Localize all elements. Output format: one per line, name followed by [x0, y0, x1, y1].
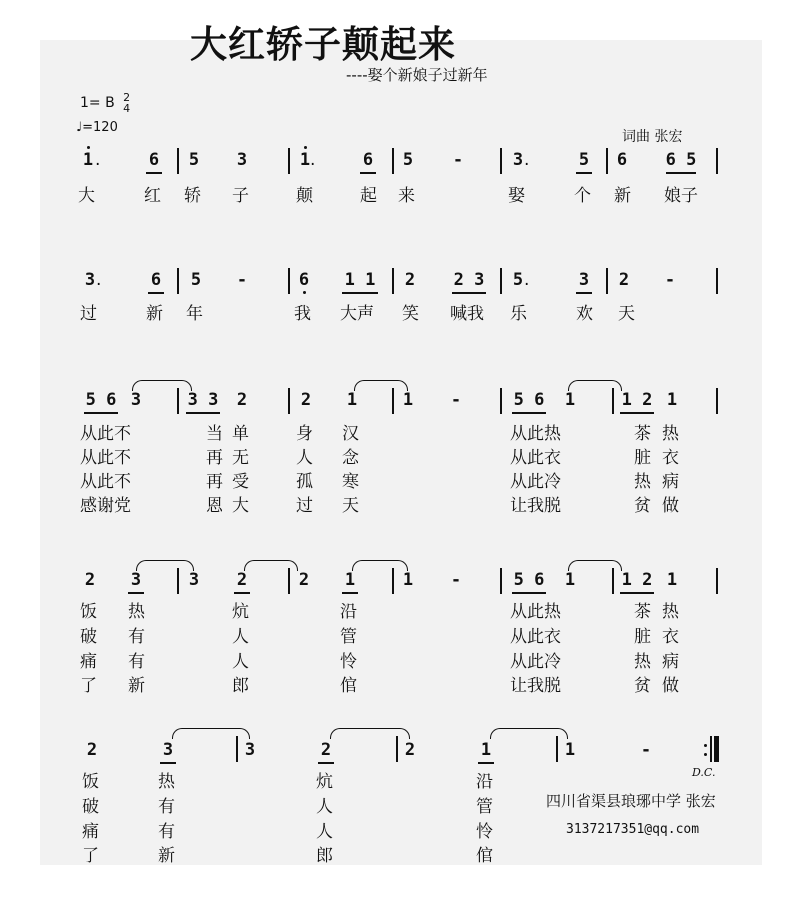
- lyric: 热: [662, 602, 679, 622]
- lyric: 感谢党: [80, 496, 131, 516]
- note: 6: [358, 150, 378, 170]
- note: -: [450, 570, 462, 590]
- lyric: 从此热: [510, 424, 561, 444]
- bar-line: [288, 388, 290, 414]
- author-school: 四川省渠县琅琊中学 张宏: [546, 792, 716, 810]
- lyric: 喊我: [450, 304, 484, 324]
- note: 3: [158, 740, 178, 760]
- lyric: 人: [316, 822, 333, 842]
- tie: [132, 380, 192, 391]
- lyric: 茶: [634, 602, 651, 622]
- note: 2 3: [450, 270, 488, 290]
- bar-line: [716, 388, 718, 414]
- lyric: 颠: [296, 186, 313, 206]
- lyric: 新: [146, 304, 163, 324]
- lyric: 孤: [296, 472, 313, 492]
- note: 6: [146, 270, 166, 290]
- bar-line: [392, 568, 394, 594]
- note: 3: [130, 390, 142, 410]
- note: -: [452, 150, 464, 170]
- lyric: 热: [158, 772, 175, 792]
- bar-line: [236, 736, 238, 762]
- bar-line: [606, 148, 608, 174]
- bar-line: [612, 388, 614, 414]
- lyric: 大: [78, 186, 95, 206]
- lyric: 做: [662, 676, 679, 696]
- lyric: 郎: [316, 846, 333, 866]
- lyric: 人: [316, 797, 333, 817]
- lyric: 天: [342, 496, 359, 516]
- lyric: 从此冷: [510, 652, 561, 672]
- bar-line: [612, 568, 614, 594]
- bar-line: [288, 568, 290, 594]
- lyric: 恩: [206, 496, 223, 516]
- note: 1: [564, 570, 576, 590]
- lyric: 从此不: [80, 472, 131, 492]
- time-signature: 2 4: [123, 91, 131, 115]
- lyric: 衣: [662, 627, 679, 647]
- lyric: 饭: [82, 772, 99, 792]
- lyric: 大: [232, 496, 249, 516]
- lyric: 人: [232, 652, 249, 672]
- bar-line: [392, 268, 394, 294]
- note: 5: [188, 150, 200, 170]
- note: 1: [476, 740, 496, 760]
- note: 2: [86, 740, 98, 760]
- lyric: 轿: [184, 186, 201, 206]
- note: 6: [616, 150, 628, 170]
- note: 6: [144, 150, 164, 170]
- lyric: 欢: [576, 304, 593, 324]
- note: -: [640, 740, 652, 760]
- lyric: 过: [80, 304, 97, 324]
- lyric: 乐: [510, 304, 527, 324]
- note: 5: [574, 150, 594, 170]
- lyric: 怜: [476, 822, 493, 842]
- lyric: 热: [128, 602, 145, 622]
- bar-line: [500, 388, 502, 414]
- lyric: 从此衣: [510, 448, 561, 468]
- lyric: 身: [296, 424, 313, 444]
- lyric: 沿: [340, 602, 357, 622]
- lyric: 过: [296, 496, 313, 516]
- bar-line: [177, 148, 179, 174]
- note: 1 2: [618, 570, 656, 590]
- bar-line: [392, 388, 394, 414]
- note: 5 6: [510, 570, 548, 590]
- note: 3: [512, 150, 524, 170]
- lyric: 娘子: [664, 186, 698, 206]
- note: 1: [564, 740, 576, 760]
- lyric: 新: [158, 846, 175, 866]
- note: 1 1: [340, 270, 380, 290]
- note: 2: [232, 570, 252, 590]
- lyric: 红: [144, 186, 161, 206]
- lyric: 痛: [80, 652, 97, 672]
- note: -: [450, 390, 462, 410]
- lyric: 贫: [634, 676, 651, 696]
- lyric: 来: [398, 186, 415, 206]
- final-bar: [714, 736, 719, 762]
- repeat-dot: [704, 744, 707, 747]
- lyric: 寒: [342, 472, 359, 492]
- lyric: 从此不: [80, 424, 131, 444]
- bar-line: [716, 148, 718, 174]
- lyric: 从此不: [80, 448, 131, 468]
- lyric: 个: [574, 186, 591, 206]
- note: 2: [404, 740, 416, 760]
- bar-line: [177, 268, 179, 294]
- lyric: 了: [80, 676, 97, 696]
- lyric: 热: [634, 472, 651, 492]
- note: 3 3: [184, 390, 222, 410]
- note: 6: [294, 270, 314, 290]
- song-subtitle: ----娶个新娘子过新年: [346, 66, 488, 84]
- note: 1: [78, 150, 98, 170]
- note: 2: [300, 390, 312, 410]
- lyric: 有: [128, 627, 145, 647]
- lyric: 了: [82, 846, 99, 866]
- lyric: 脏: [634, 627, 651, 647]
- lyric: 管: [476, 797, 493, 817]
- lyric: 热: [634, 652, 651, 672]
- note: 1: [402, 570, 414, 590]
- lyric: 娶: [508, 186, 525, 206]
- lyric: 热: [662, 424, 679, 444]
- bar-line: [288, 148, 290, 174]
- bar-line: [288, 268, 290, 294]
- lyric: 破: [82, 797, 99, 817]
- author-email: 3137217351@qq.com: [566, 822, 700, 837]
- tempo-mark: ♩=120: [76, 120, 118, 135]
- lyric: 郎: [232, 676, 249, 696]
- lyric: 病: [662, 472, 679, 492]
- lyric: 从此热: [510, 602, 561, 622]
- key-text: 1= B: [80, 95, 115, 111]
- lyric: 让我脱: [510, 496, 561, 516]
- lyric: 衣: [662, 448, 679, 468]
- song-title: 大红轿子颠起来: [190, 23, 456, 66]
- bar-line: [177, 388, 179, 414]
- lyric: 让我脱: [510, 676, 561, 696]
- lyric: 单: [232, 424, 249, 444]
- note: 1: [295, 150, 315, 170]
- lyric: 沿: [476, 772, 493, 792]
- credits: 词曲 张宏: [622, 129, 683, 145]
- lyric: 我: [294, 304, 311, 324]
- note: -: [236, 270, 248, 290]
- lyric: 做: [662, 496, 679, 516]
- note: 5: [402, 150, 414, 170]
- bar-line: [500, 568, 502, 594]
- bar-line: [716, 568, 718, 594]
- note: 3: [574, 270, 594, 290]
- lyric: 新: [128, 676, 145, 696]
- note: 2: [618, 270, 630, 290]
- lyric: 天: [618, 304, 635, 324]
- note: 1: [402, 390, 414, 410]
- note: 1: [666, 570, 678, 590]
- lyric: 人: [232, 627, 249, 647]
- note: 3: [244, 740, 256, 760]
- note: 3: [84, 270, 96, 290]
- lyric: 管: [340, 627, 357, 647]
- lyric: 年: [186, 304, 203, 324]
- note: 5: [190, 270, 202, 290]
- lyric: 脏: [634, 448, 651, 468]
- note: 2: [298, 570, 310, 590]
- note: 1: [346, 390, 358, 410]
- lyric: 念: [342, 448, 359, 468]
- note: 5 6: [82, 390, 120, 410]
- lyric: 茶: [634, 424, 651, 444]
- lyric: 饭: [80, 602, 97, 622]
- note: 2: [316, 740, 336, 760]
- note: 6 5: [664, 150, 698, 170]
- note: 1: [340, 570, 360, 590]
- lyric: 再: [206, 472, 223, 492]
- key-signature: [80, 92, 130, 114]
- bar-line: [716, 268, 718, 294]
- note: 3: [236, 150, 248, 170]
- bar-line: [556, 736, 558, 762]
- lyric: 人: [296, 448, 313, 468]
- note: 2: [236, 390, 248, 410]
- repeat-bar: [710, 736, 712, 762]
- note: 5 6: [510, 390, 548, 410]
- lyric: 炕: [316, 772, 333, 792]
- lyric: 有: [128, 652, 145, 672]
- lyric: 无: [232, 448, 249, 468]
- note: 1: [564, 390, 576, 410]
- lyric: 受: [232, 472, 249, 492]
- lyric: 当: [206, 424, 223, 444]
- lyric: 大声: [340, 304, 374, 324]
- bar-line: [606, 268, 608, 294]
- tie: [330, 728, 410, 739]
- note: 3: [188, 570, 200, 590]
- lyric: 病: [662, 652, 679, 672]
- lyric: 破: [80, 627, 97, 647]
- lyric: 新: [614, 186, 631, 206]
- lyric: 笑: [402, 304, 419, 324]
- note: 1 2: [618, 390, 656, 410]
- lyric: 再: [206, 448, 223, 468]
- bar-line: [177, 568, 179, 594]
- bar-line: [500, 148, 502, 174]
- note: -: [664, 270, 676, 290]
- lyric: 子: [232, 186, 249, 206]
- lyric: 炕: [232, 602, 249, 622]
- repeat-dot: [704, 753, 707, 756]
- lyric: 起: [360, 186, 377, 206]
- lyric: 倌: [476, 846, 493, 866]
- lyric: 从此冷: [510, 472, 561, 492]
- lyric: 怜: [340, 652, 357, 672]
- note: 3: [126, 570, 146, 590]
- bar-line: [396, 736, 398, 762]
- tie: [172, 728, 250, 739]
- bar-line: [500, 268, 502, 294]
- note: 2: [84, 570, 96, 590]
- bar-line: [392, 148, 394, 174]
- lyric: 汉: [342, 424, 359, 444]
- lyric: 痛: [82, 822, 99, 842]
- lyric: 有: [158, 797, 175, 817]
- note: 1: [666, 390, 678, 410]
- note: 2: [404, 270, 416, 290]
- lyric: 从此衣: [510, 627, 561, 647]
- lyric: 有: [158, 822, 175, 842]
- lyric: 倌: [340, 676, 357, 696]
- note: 5: [512, 270, 524, 290]
- lyric: 贫: [634, 496, 651, 516]
- dc-mark: D.C.: [692, 766, 716, 779]
